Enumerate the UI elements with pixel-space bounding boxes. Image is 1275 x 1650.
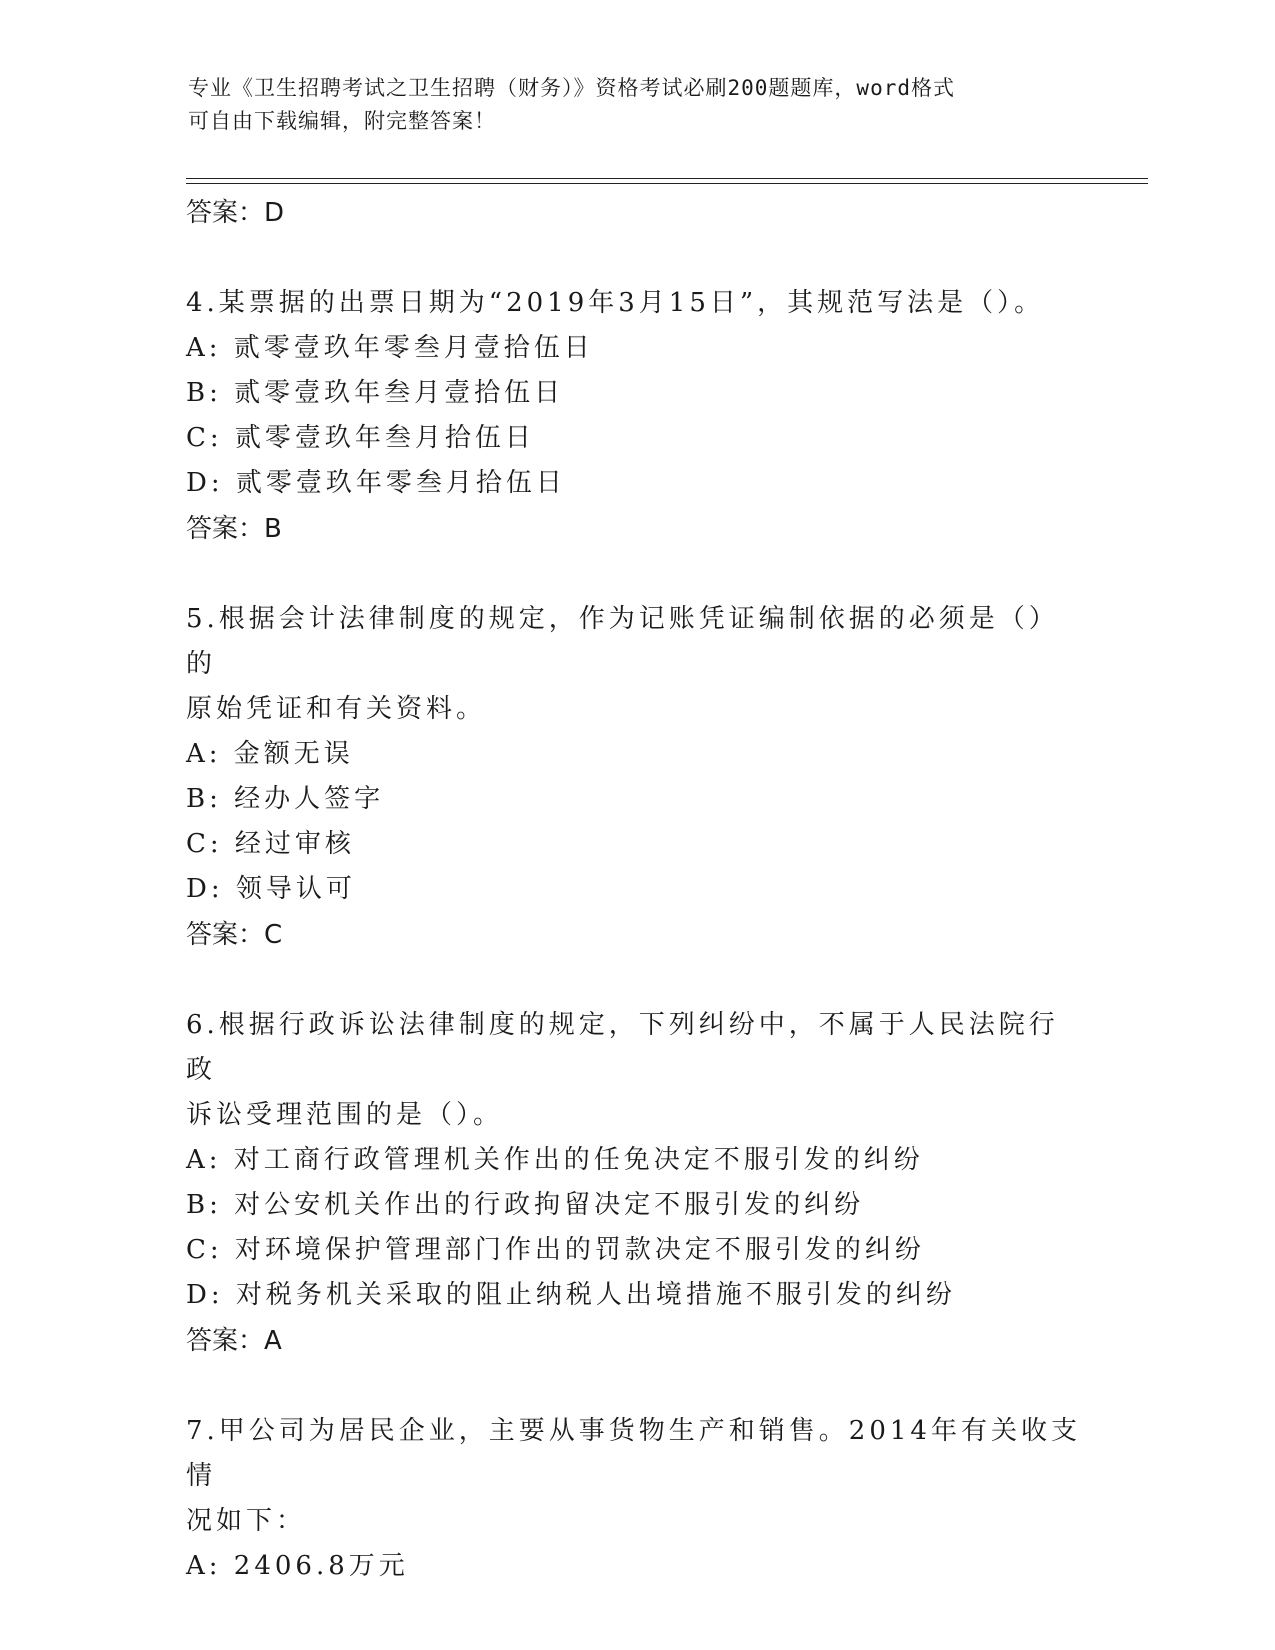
question-line: 5.根据会计法律制度的规定，作为记账凭证编制依据的必须是（）的 bbox=[186, 604, 1059, 679]
option-b: B: 对公安机关作出的行政拘留决定不服引发的纠纷 bbox=[186, 1190, 865, 1220]
question-line: 4.某票据的出票日期为“2019年3月15日”，其规范写法是（）。 bbox=[186, 288, 1045, 318]
answer-label: 答案：C bbox=[186, 920, 283, 950]
option-a: A: 2406.8万元 bbox=[186, 1551, 409, 1581]
option-d: D: 领导认可 bbox=[186, 874, 356, 904]
question-list bbox=[186, 190, 1086, 1589]
header-divider-second bbox=[186, 183, 1148, 184]
option-d: D: 对税务机关采取的阻止纳税人出境措施不服引发的纠纷 bbox=[186, 1280, 956, 1310]
header-line-2: 可自由下载编辑，附完整答案！ bbox=[188, 109, 496, 133]
document-header bbox=[188, 72, 1068, 138]
question-line: 原始凭证和有关资料。 bbox=[186, 694, 487, 724]
option-a: A: 贰零壹玖年零叁月壹拾伍日 bbox=[186, 333, 594, 363]
answer-label: 答案：B bbox=[186, 514, 282, 544]
question-line: 7.甲公司为居民企业，主要从事货物生产和销售。2014年有关收支情 bbox=[186, 1416, 1081, 1491]
option-b: B: 贰零壹玖年叁月壹拾伍日 bbox=[186, 378, 565, 408]
option-c: C: 经过审核 bbox=[186, 829, 355, 859]
option-d: D: 贰零壹玖年零叁月拾伍日 bbox=[186, 468, 566, 498]
header-divider bbox=[186, 178, 1148, 179]
option-a: A: 对工商行政管理机关作出的任免决定不服引发的纠纷 bbox=[186, 1145, 924, 1175]
question-text bbox=[186, 1409, 1086, 1544]
option-c: C: 贰零壹玖年叁月拾伍日 bbox=[186, 423, 535, 453]
option-c: C: 对环境保护管理部门作出的罚款决定不服引发的纠纷 bbox=[186, 1235, 925, 1265]
question-line: 6.根据行政诉讼法律制度的规定，下列纠纷中，不属于人民法院行政 bbox=[186, 1010, 1059, 1085]
question-text bbox=[186, 281, 1086, 326]
question-line: 况如下： bbox=[186, 1506, 307, 1536]
option-a: A: 金额无误 bbox=[186, 739, 354, 769]
option-b: B: 经办人签字 bbox=[186, 784, 385, 814]
header-line-1: 专业《卫生招聘考试之卫生招聘（财务）》资格考试必刷200题题库，word格式 bbox=[188, 76, 955, 100]
question-text bbox=[186, 597, 1086, 732]
question-block bbox=[186, 1003, 1086, 1364]
question-text bbox=[186, 1003, 1086, 1138]
question-block bbox=[186, 281, 1086, 552]
question-block bbox=[186, 1409, 1086, 1589]
question-block bbox=[186, 597, 1086, 958]
answer-label: 答案：D bbox=[186, 198, 285, 228]
answer-label: 答案：A bbox=[186, 1326, 282, 1356]
question-line: 诉讼受理范围的是（）。 bbox=[186, 1100, 504, 1130]
